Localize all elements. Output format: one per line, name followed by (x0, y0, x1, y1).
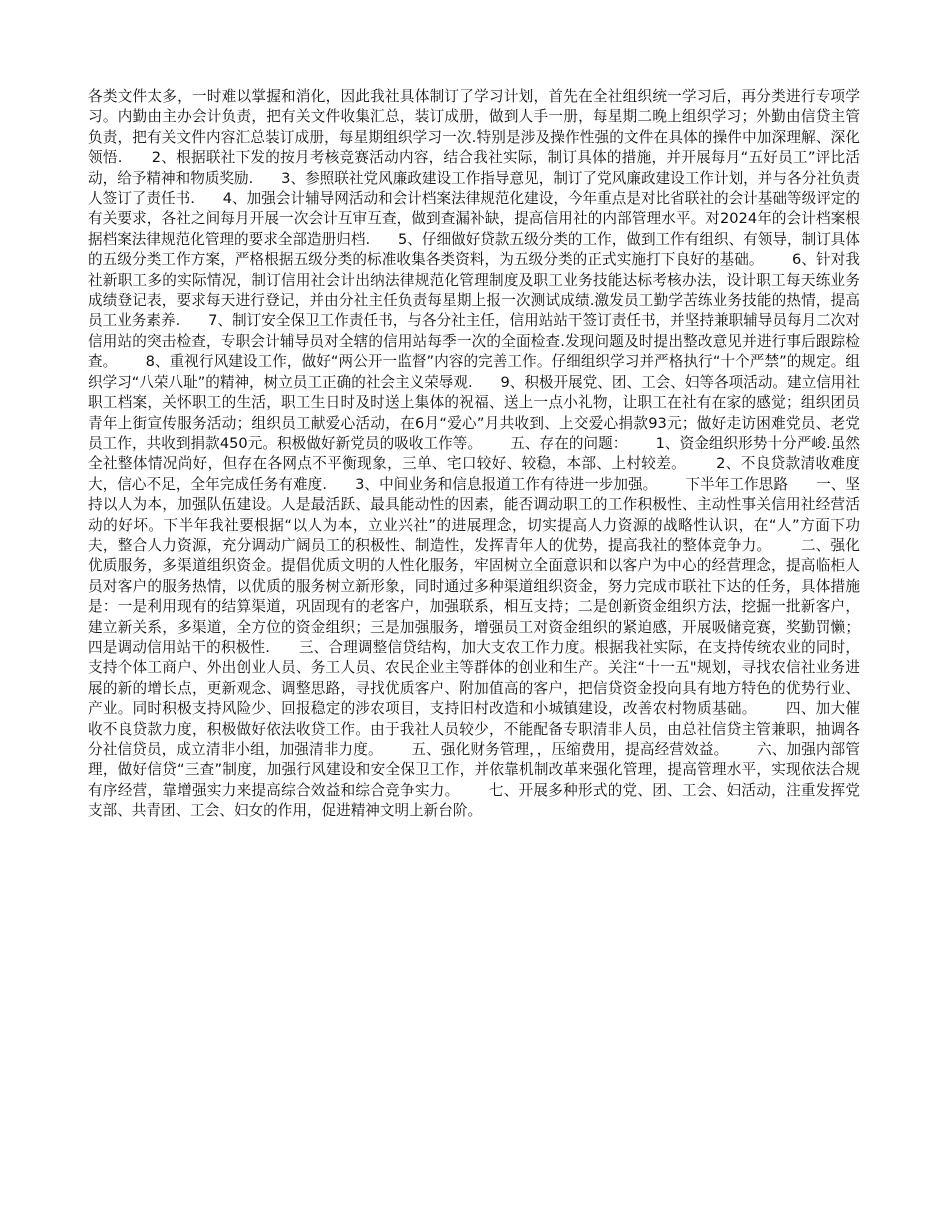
document-body (88, 87, 860, 822)
body-paragraph: 各类文件太多，一时难以掌握和消化，因此我社具体制订了学习计划，首先在全社组织统一学习后，再分类进行专项学习。内勤由主办会计负责，把有关文件收集汇总，装订成册，做到人手一册，每星期二晚上组织学习；外勤由信贷主管负责，把有关文件内容汇总装订成册，每星期组织学习一次.特别是涉及操作性强的文件在具体的操件中加深理解、深化领悟. 2、根据联社下发的按月考核竞赛活动内容，结合我社实际，制订具体的措施，并开展每月“五好员工”评比活动，给予精神和物质奖励. 3、参照联社党风廉政建设工作指导意见，制订了党风廉政建设工作计划，并与各分社负责人签订了责任书. 4、加强会计辅导网活动和会计档案法律规范化建设，今年重点是对比省联社的会计基础等级评定的有关要求，各社之间每月开展一次会计互审互查，做到查漏补缺，提高信用社的内部管理水平。对2024年的会计档案根据档案法律规范化管理的要求全部造册归档. 5、仔细做好贷款五级分类的工作，做到工作有组织、有领导，制订具体的五级分类工作方案，严格根据五级分类的标准收集各类资料，为五级分类的正式实施打下良好的基础。 6、针对我社新职工多的实际情况，制订信用社会计出纳法律规范化管理制度及职工业务技能达标考核办法，设计职工每天练业务成绩登记表，要求每天进行登记，并由分社主任负责每星期上报一次测试成绩.激发员工勤学苦练业务技能的热情，提高员工业务素养. 7、制订安全保卫工作责任书，与各分社主任，信用站站干签订责任书，并坚持兼职辅导员每月二次对信用站的突击检查，专职会计辅导员对全辖的信用站每季一次的全面检查.发现问题及时提出整改意见并进行事后跟踪检查。 8、重视行风建设工作，做好“两公开一监督”内容的完善工作。仔细组织学习并严格执行“十个严禁”的规定。组织学习“八荣八耻”的精神，树立员工正确的社会主义荣辱观. 9、积极开展党、团、工会、妇等各项活动。建立信用社职工档案，关怀职工的生活，职工生日时及时送上集体的祝福、送上一点小礼物，让职工在社有在家的感觉；组织团员青年上街宣传服务活动；组织员工献爱心活动，在6月“爱心”月共收到、上交爱心捐款93元；做好走访困难党员、老党员工作，共收到捐款450元。积极做好新党员的吸收工作等。 五、存在的问题： 1、资金组织形势十分严峻.虽然全社整体情况尚好，但存在各网点不平衡现象，三单、宅口较好、较稳，本部、上村较差。 2、不良贷款清收难度大，信心不足，全年完成任务有难度. 3、中间业务和信息报道工作有待进一步加强。 下半年工作思路 一、坚持以人为本，加强队伍建设。人是最活跃、最具能动性的因素，能否调动职工的工作积极性、主动性事关信用社经营活动的好坏。下半年我社要根据“以人为本，立业兴社”的进展理念，切实提高人力资源的战略性认识，在“人”方面下功夫，整合人力资源，充分调动广阔员工的积极性、制造性，发挥青年人的优势，提高我社的整体竞争力。 二、强化优质服务，多渠道组织资金。提倡优质文明的人性化服务，牢固树立全面意识和以客户为中心的经营理念，提高临柜人员对客户的服务热情，以优质的服务树立新形象，同时通过多种渠道组织资金，努力完成市联社下达的任务，具体措施是：一是利用现有的结算渠道，巩固现有的老客户，加强联系，相互支持；二是创新资金组织方法，挖掘一批新客户，建立新关系，多渠道，全方位的资金组织；三是加强服务，增强员工对资金组织的紧迫感，开展吸储竞赛，奖勤罚懒；四是调动信用站干的积极性. 三、合理调整信贷结构，加大支农工作力度。根据我社实际，在支持传统农业的同时，支持个体工商户、外出创业人员、务工人员、农民企业主等群体的创业和生产。关注“十一五"规划，寻找农信社业务进展的新的增长点，更新观念、调整思路，寻找优质客户、附加值高的客户，把信贷资金投向具有地方特色的优势行业、产业。同时积极支持风险少、回报稳定的涉农项目，支持旧村改造和小城镇建设，改善农村物质基础。 四、加大催收不良贷款力度，积极做好依法收贷工作。由于我社人员较少，不能配备专职清非人员，由总社信贷主管兼职，抽调各分社信贷员，成立清非小组，加强清非力度。 五、强化财务管理，，压缩费用，提高经营效益。 六、加强内部管理，做好信贷“三查”制度，加强行风建设和安全保卫工作，并依靠机制改革来强化管理，提高管理水平，实现依法合规有序经营，靠增强实力来提高综合效益和综合竞争实力。 七、开展多种形式的党、团、工会、妇活动，注重发挥党支部、共青团、工会、妇女的作用，促进精神文明上新台阶。 (88, 88, 860, 820)
